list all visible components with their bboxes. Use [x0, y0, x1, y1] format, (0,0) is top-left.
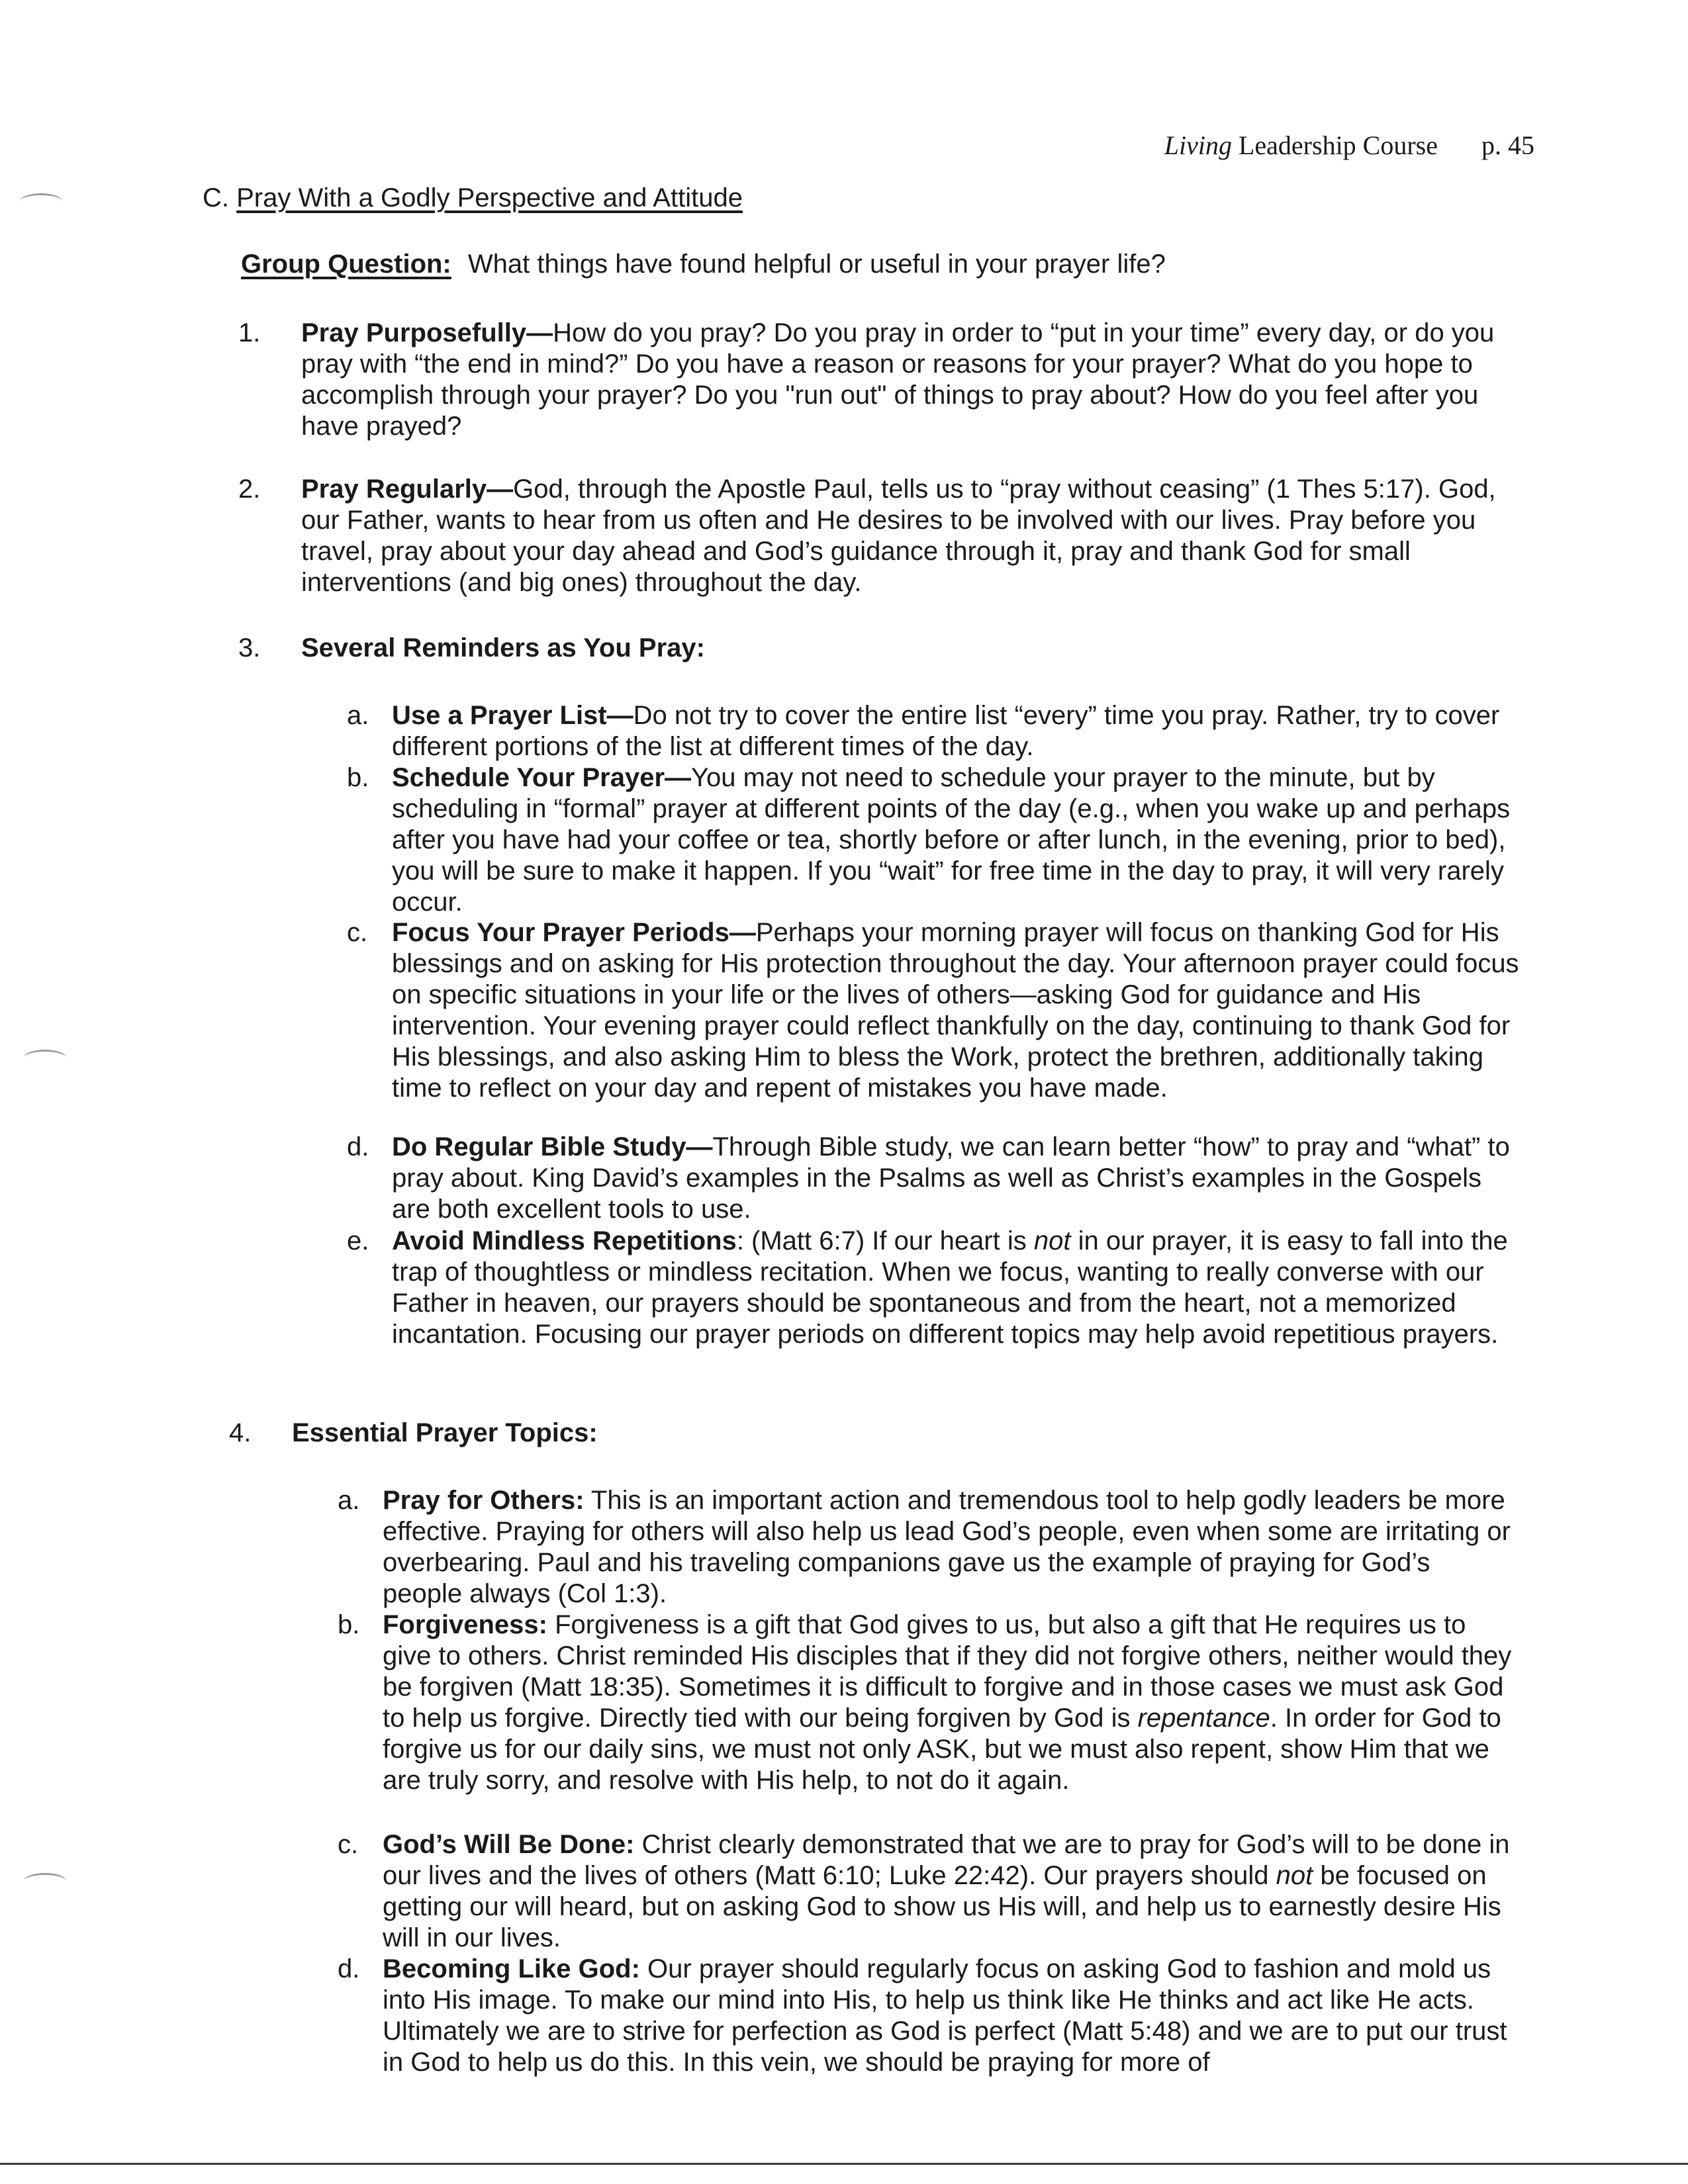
- sub-item-letter: b.: [347, 763, 369, 792]
- sub-item-text: Christ clearly demonstrated that we are to pray for God’s will to be done in our lives and the lives of others (Matt 6:10; Luke 22:42). Our prayers should: [383, 1830, 1510, 1890]
- sub-item-text: Our prayer should regularly focus on asking God to fashion and mold us into His image. To make our mind into His, to help us think like He thinks and act like He acts. Ultimately we are to strive for perfection as God is perfect (Matt 5:48) and we are to put our trust in God to help us do this. In this vein, we should be praying for more of: [383, 1954, 1507, 2077]
- sub-item-text: Forgiveness is a gift that God gives to us, but also a gift that He requires us to give to others. Christ reminded His disciples that if they did not forgive others, neither would they be forgiven (Matt 18:35). Sometimes it is difficult to forgive and in those cases we must ask God to help us forgive. Directly tied with our being forgiven by God is: [383, 1610, 1512, 1733]
- item-text: How do you pray? Do you pray in order to “put in your time” every day, or do you pray with “the end in mind?” Do you have a reason or reasons for your prayer? What do you hope to accomplish through your prayer? Do you "run out" of things to pray about? How do you feel after you have prayed?: [301, 318, 1495, 441]
- sub-item-body: [392, 1132, 1525, 1225]
- sub-item-emphasis: not: [1033, 1226, 1071, 1255]
- section-title: [203, 183, 743, 213]
- sub-item-text: This is an important action and tremendous tool to help godly leaders be more effective. Praying for others will also help us lead God’s people, even when some are irritating or overbearing. Paul and his traveling companions gave us the example of praying for God’s people always (Col 1:3).: [383, 1486, 1511, 1608]
- sub-item-letter: a.: [347, 701, 369, 730]
- course-name: Leadership Course: [1238, 130, 1438, 160]
- group-question-text: What things have found helpful or useful in your prayer life?: [467, 250, 1166, 279]
- item-body: [301, 474, 1523, 598]
- sub-item-4a: [338, 1485, 1516, 1610]
- sub-item-letter: a.: [338, 1486, 360, 1515]
- sub-item-heading: Use a Prayer List—: [392, 701, 633, 730]
- sub-item-body: [392, 1226, 1525, 1350]
- sub-item-body: [392, 762, 1525, 918]
- sub-item-heading: Pray for Others:: [383, 1486, 585, 1515]
- item-body: [292, 1418, 1513, 1449]
- list-item-3: [232, 633, 1523, 664]
- sub-item-text: : (Matt 6:7) If our heart is: [736, 1226, 1034, 1255]
- sub-item-letter: c.: [338, 1830, 359, 1859]
- sub-item-text: Perhaps your morning prayer will focus on thanking God for His blessings and on asking for His protection throughout the day. Your afternoon prayer could focus on specific situations in your life or the lives of others—asking God for guidance and His intervention. Your evening prayer could reflect thankfully on the day, continuing to thank God for His blessings, and also asking Him to bless the Work, protect the brethren, additionally taking time to reflect on your day and repent of mistakes you have made.: [392, 918, 1519, 1103]
- list-item-1: [232, 318, 1523, 442]
- sub-item-body: [383, 1485, 1516, 1610]
- sub-item-3d: [347, 1132, 1525, 1225]
- sub-item-4d: [338, 1954, 1516, 2078]
- item-text: God, through the Apostle Paul, tells us to “pray without ceasing” (1 Thes 5:17). God, our Father, wants to hear from us often and He desires to be involved with our lives. Pray before you travel, pray about your day ahead and God’s guidance through it, pray and thank God for small interventions (and big ones) throughout the day.: [301, 475, 1496, 597]
- sub-item-emphasis: repentance: [1137, 1704, 1270, 1733]
- sub-item-heading: Do Regular Bible Study—: [392, 1132, 713, 1161]
- sub-item-body: [383, 1954, 1516, 2078]
- sub-item-letter: e.: [347, 1226, 369, 1255]
- sub-item-3c: [347, 917, 1525, 1104]
- group-question-label: Group Question:: [241, 250, 451, 279]
- section-title-text: Pray With a Godly Perspective and Attitude: [236, 183, 743, 212]
- sub-item-emphasis: not: [1276, 1861, 1313, 1890]
- sub-item-body: [392, 917, 1525, 1104]
- item-number: 2.: [238, 475, 261, 504]
- section-letter: C.: [203, 183, 229, 212]
- sub-item-letter: b.: [338, 1610, 360, 1639]
- sub-item-4b: [338, 1610, 1516, 1796]
- sub-item-body: [383, 1610, 1516, 1796]
- sub-item-text: be focused on getting our will heard, but on asking God to show us His will, and help us to earnestly desire His will in our lives.: [383, 1861, 1501, 1952]
- sub-item-heading: God’s Will Be Done:: [383, 1830, 635, 1859]
- sub-item-heading: Schedule Your Prayer—: [392, 763, 692, 792]
- list-item-2: [232, 474, 1523, 598]
- page-number: p. 45: [1481, 130, 1534, 160]
- sub-item-3e: [347, 1226, 1525, 1350]
- item-number: 4.: [229, 1418, 252, 1447]
- sub-item-letter: d.: [338, 1954, 360, 1983]
- scan-mark: [24, 1050, 66, 1066]
- sub-item-letter: d.: [347, 1132, 369, 1161]
- item-heading: Several Reminders as You Pray:: [301, 633, 705, 662]
- item-body: [301, 318, 1523, 442]
- item-heading: Pray Regularly—: [301, 475, 514, 504]
- sub-item-heading: Forgiveness:: [383, 1610, 547, 1639]
- sub-item-3b: [347, 762, 1525, 918]
- sub-item-4c: [338, 1829, 1516, 1954]
- item-heading: Essential Prayer Topics:: [292, 1418, 598, 1447]
- course-name-italic: Living: [1164, 130, 1232, 160]
- sub-item-body: [383, 1829, 1516, 1954]
- sub-item-text: . In order for God to forgive us for our daily sins, we must not only ASK, but we must also repent, show Him that we are truly sorry, and resolve with His help, to not do it again.: [383, 1704, 1501, 1795]
- item-body: [301, 633, 1523, 664]
- sub-item-text: Do not try to cover the entire list “every” time you pray. Rather, try to cover different portions of the list at different times of the day.: [392, 701, 1500, 761]
- item-number: 3.: [238, 633, 261, 662]
- item-heading: Pray Purposefully—: [301, 318, 553, 347]
- sub-item-heading: Becoming Like God:: [383, 1954, 640, 1983]
- sub-item-text: Through Bible study, we can learn better “how” to pray and “what” to pray about. King David’s examples in the Psalms as well as Christ’s examples in the Gospels are both excellent tools to use.: [392, 1132, 1510, 1224]
- group-question: [241, 250, 1166, 279]
- scan-mark: [20, 193, 62, 210]
- sub-item-3a: [347, 700, 1525, 762]
- sub-item-heading: Avoid Mindless Repetitions: [392, 1226, 737, 1255]
- item-number: 1.: [238, 318, 261, 347]
- bottom-rule: [0, 2163, 1688, 2165]
- sub-item-text: in our prayer, it is easy to fall into the trap of thoughtless or mindless recitation. When we focus, wanting to really converse with our Father in heaven, our prayers should be spontaneous and from the heart, not a memorized incantation. Focusing our prayer periods on different topics may help avoid repetitious prayers.: [392, 1226, 1508, 1349]
- list-item-4: [222, 1418, 1513, 1449]
- sub-item-letter: c.: [347, 918, 368, 947]
- scan-mark: [24, 1873, 66, 1889]
- sub-item-body: [392, 700, 1525, 762]
- sub-item-text: You may not need to schedule your prayer to the minute, but by scheduling in “formal” prayer at different points of the day (e.g., when you wake up and perhaps after you have had your coffee or tea, shortly before or after lunch, in the evening, prior to bed), you will be sure to make it happen. If you “wait” for free time in the day to pray, it will very rarely occur.: [392, 763, 1511, 917]
- page-header: [1164, 130, 1534, 161]
- sub-item-heading: Focus Your Prayer Periods—: [392, 918, 756, 947]
